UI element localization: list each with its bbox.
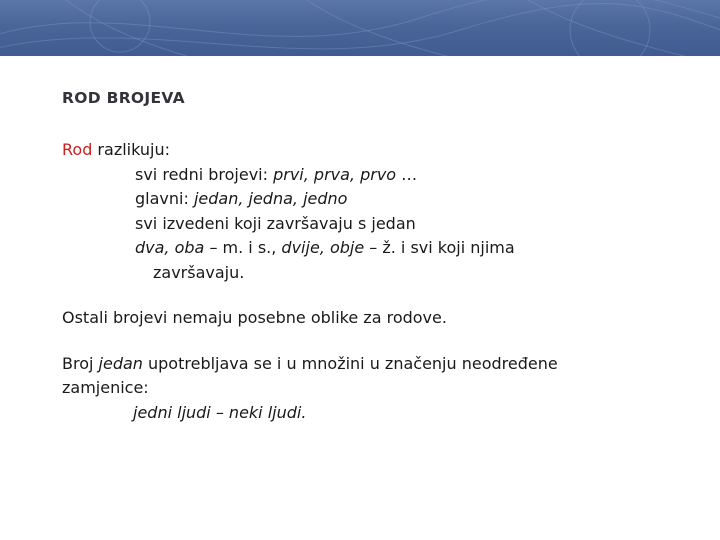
banner-decoration [0,0,720,56]
line-text: … [396,164,418,184]
example-italic: jedni ljudi – neki ljudi. [133,402,307,422]
example-italic: jedan, jedna, jedno [193,189,348,208]
line-text: – m. i s., [204,238,282,257]
line-text: – ž. i svi koji njima [364,238,515,257]
list-line-dva-oba [62,236,702,261]
example-italic: jedan [98,353,143,373]
list-line-derived [62,212,702,237]
paragraph-2: Ostali brojevi nemaju posebne oblike za rodove. [62,308,447,327]
slide-body [62,138,702,425]
list-line-ordinal [62,163,702,188]
line-text: Broj [62,353,99,373]
line-text: svi izvedeni koji završavaju s jedan [135,213,416,233]
list-line-cardinal [62,187,702,212]
line-text: upotrebljava se i u množini u značenju neodređene [142,353,558,373]
lead-text: razlikuju: [92,140,170,159]
line-text: svi redni brojevi: [135,164,274,184]
highlight-word: Rod [62,140,93,159]
list-line-continuation [62,261,702,286]
slide-title: ROD BROJEVA [62,89,185,107]
paragraph-1-lead [62,138,702,163]
example-italic: dva, oba [135,238,205,257]
paragraph-3 [62,352,702,377]
line-text: glavni: [135,189,194,208]
header-banner [0,0,720,56]
paragraph-3-continuation: zamjenice: [62,378,149,397]
example-italic: dvije, obje [281,238,365,257]
line-text: završavaju. [153,262,245,282]
example-sentence [62,401,702,426]
example-italic: prvi, prva, prvo [273,164,397,184]
